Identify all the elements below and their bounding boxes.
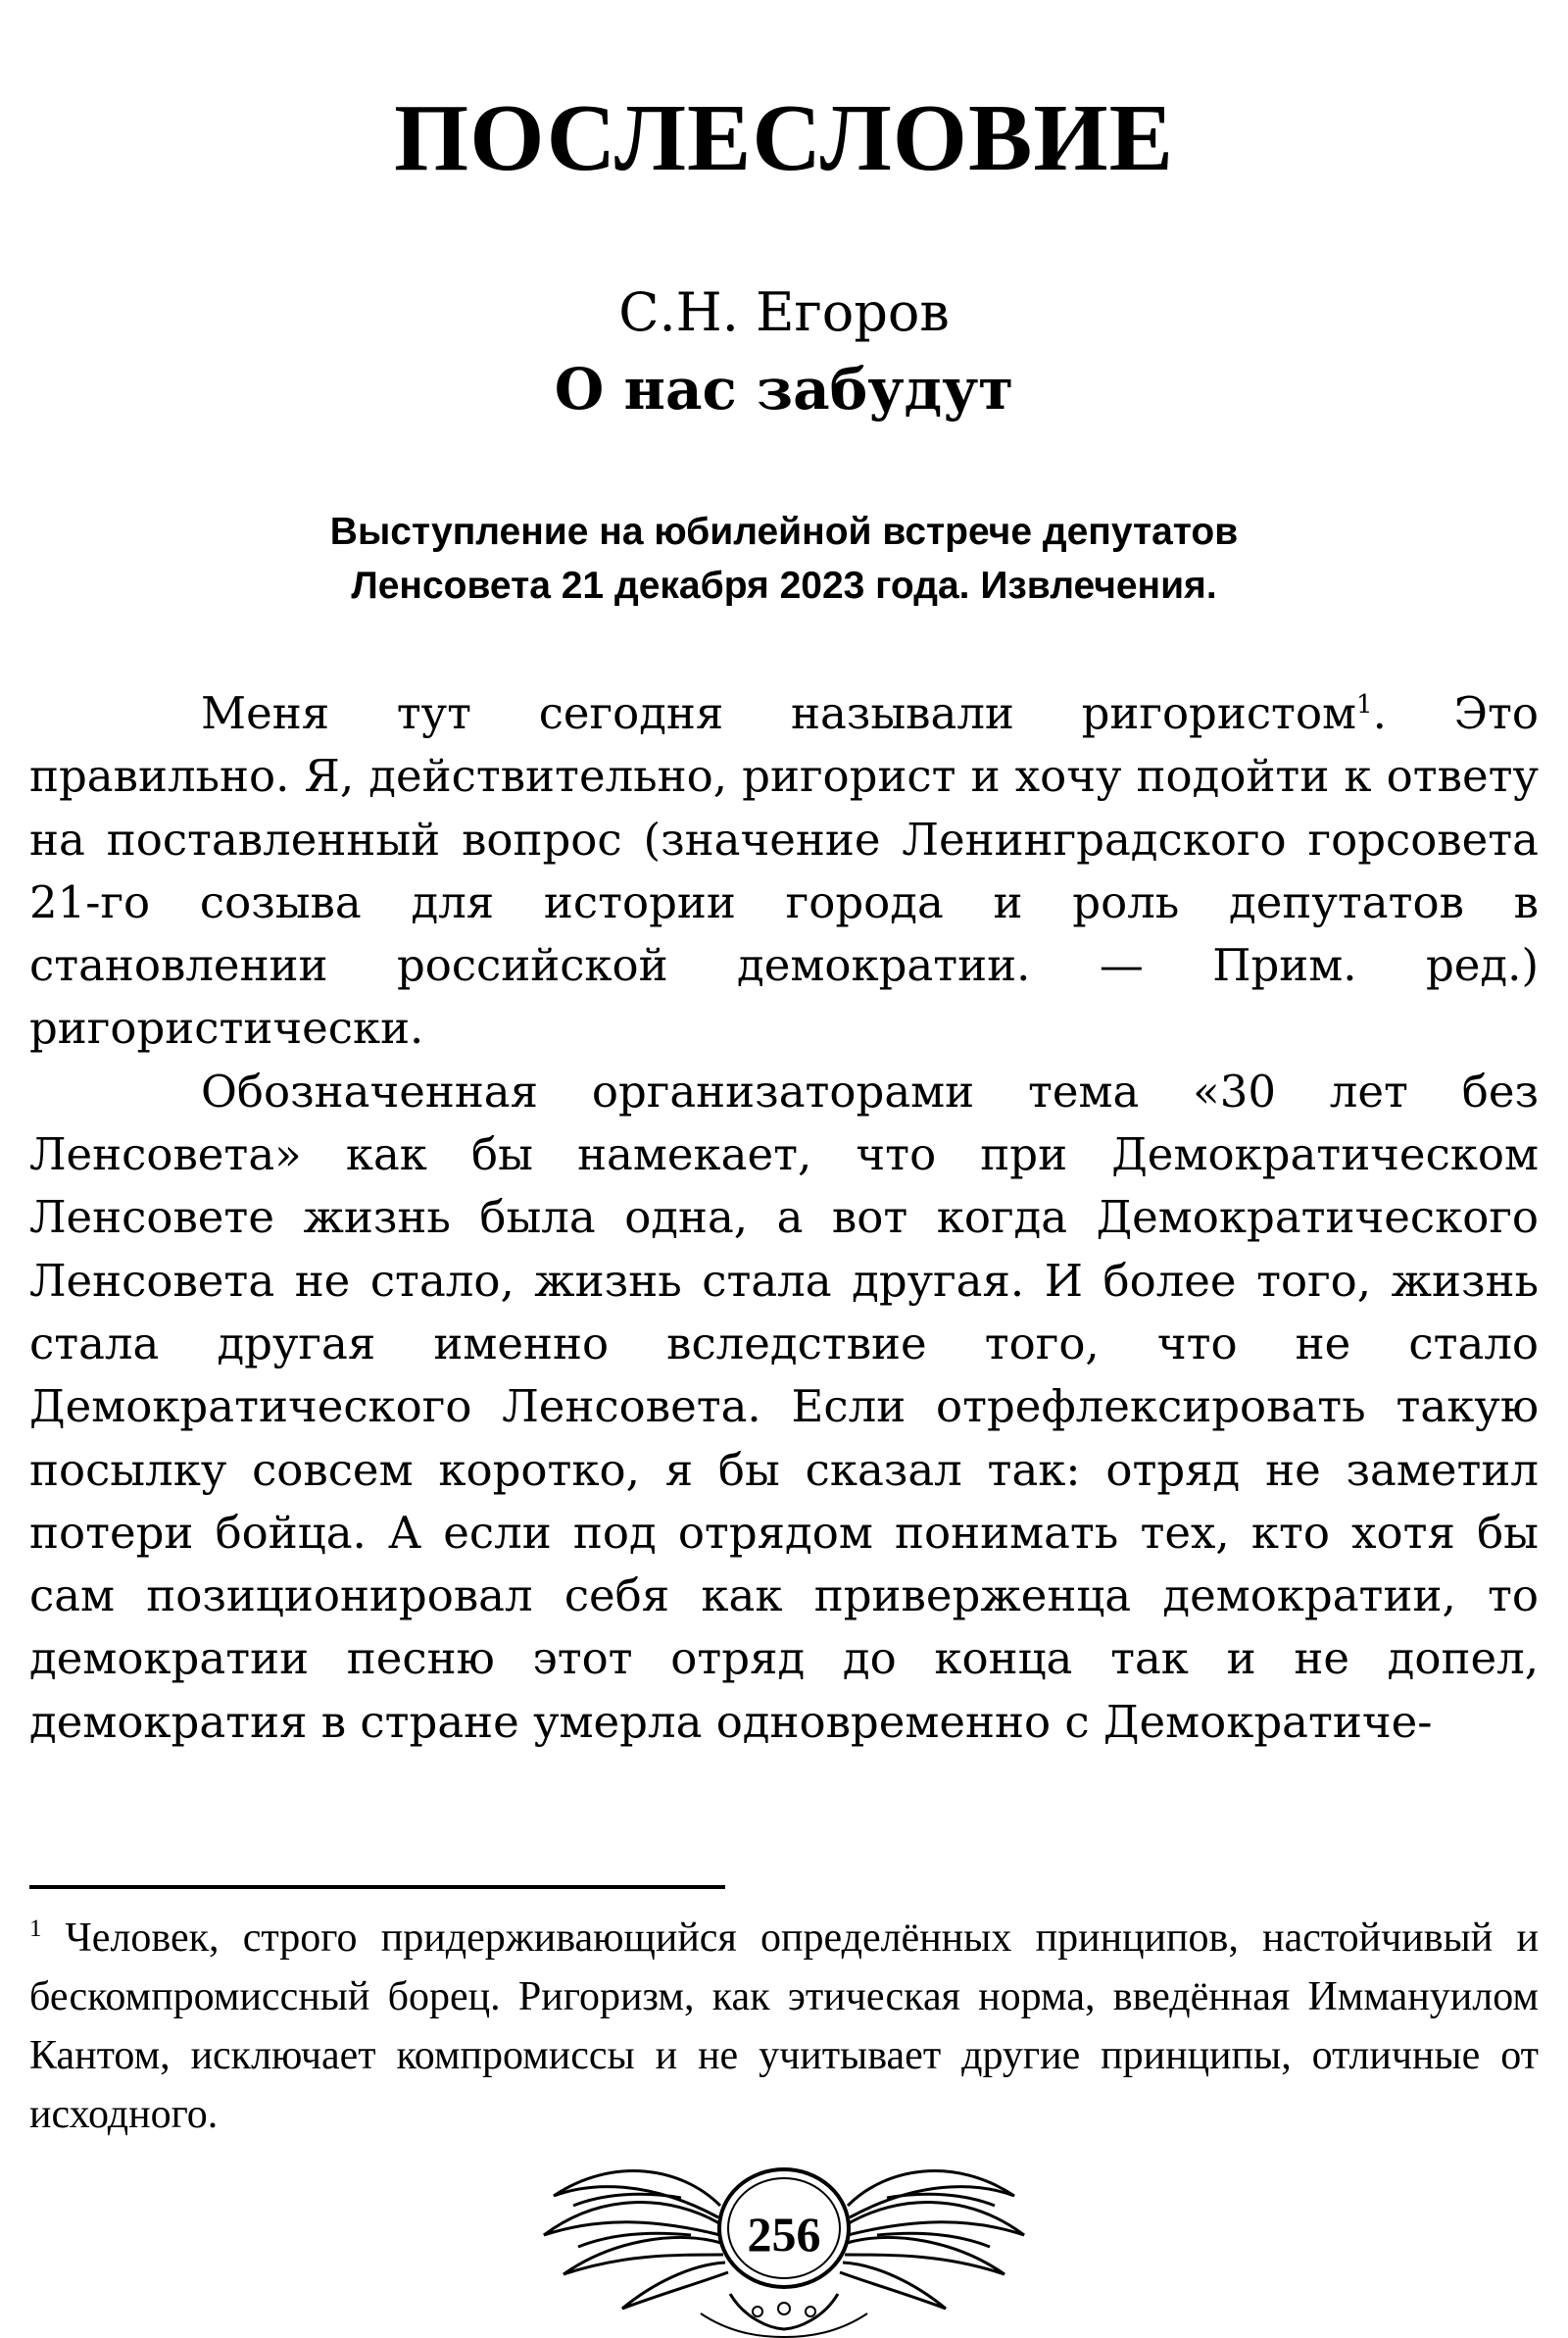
footnote (29, 1909, 1539, 2144)
paragraph-1-rest: . Это правильно. Я, действительно, ригорист и хочу подойти к ответу на поставленный вопрос (значение Ленинградского горсовета 21-го созыва для истории города и роль депутатов в становлении российской демократии. — Прим. ред.) ригористически. (29, 687, 1539, 1055)
article-title: О нас забудут (554, 356, 1014, 423)
subtitle-line-1: Выступление на юбилейной встрече депутатов (329, 511, 1239, 553)
section-title: ПОСЛЕСЛОВИЕ (394, 85, 1174, 191)
footnote-text: Человек, строго придерживающийся определённых принципов, настойчивый и бескомпромиссный борец. Ригоризм, как этическая норма, введённая Иммануилом Кантом, исключает компромиссы и не учитывает другие принципы, отличные от исходного. (29, 1915, 1539, 2137)
footnote-separator (29, 1885, 725, 1889)
paragraph-1 (29, 682, 1539, 1061)
subtitle-line-2: Ленсовета 21 декабря 2023 года. Извлечения. (351, 565, 1217, 607)
paragraph-2: Обозначенная организаторами тема «30 лет без Ленсовета» как бы намекает, что при Демократическом Ленсовете жизнь была одна, а вот когда Демократического Ленсовета не стало, жизнь стала другая. И более того, жизнь стала другая именно вследствие того, что не стало Демократического Ленсовета. Если отрефлексировать такую посылку совсем коротко, я бы сказал так: отряд не заметил потери бойца. А если под отрядом понимать тех, кто хотя бы сам позиционировал себя как приверженца демократии, то демократии песню этот отряд до конца так и не допел, демократия в стране умерла одновременно с Демократиче- (29, 1065, 1539, 1748)
footnote-number: 1 (29, 1915, 42, 1942)
paragraph-1-start: Меня тут сегодня называли ригористом (201, 687, 1357, 739)
article-subtitle (0, 505, 1568, 613)
body-text (29, 682, 1539, 1754)
footnote-reference: 1 (1356, 690, 1373, 720)
page-number: 256 (747, 2207, 821, 2262)
author-name: С.Н. Егоров (618, 281, 950, 343)
